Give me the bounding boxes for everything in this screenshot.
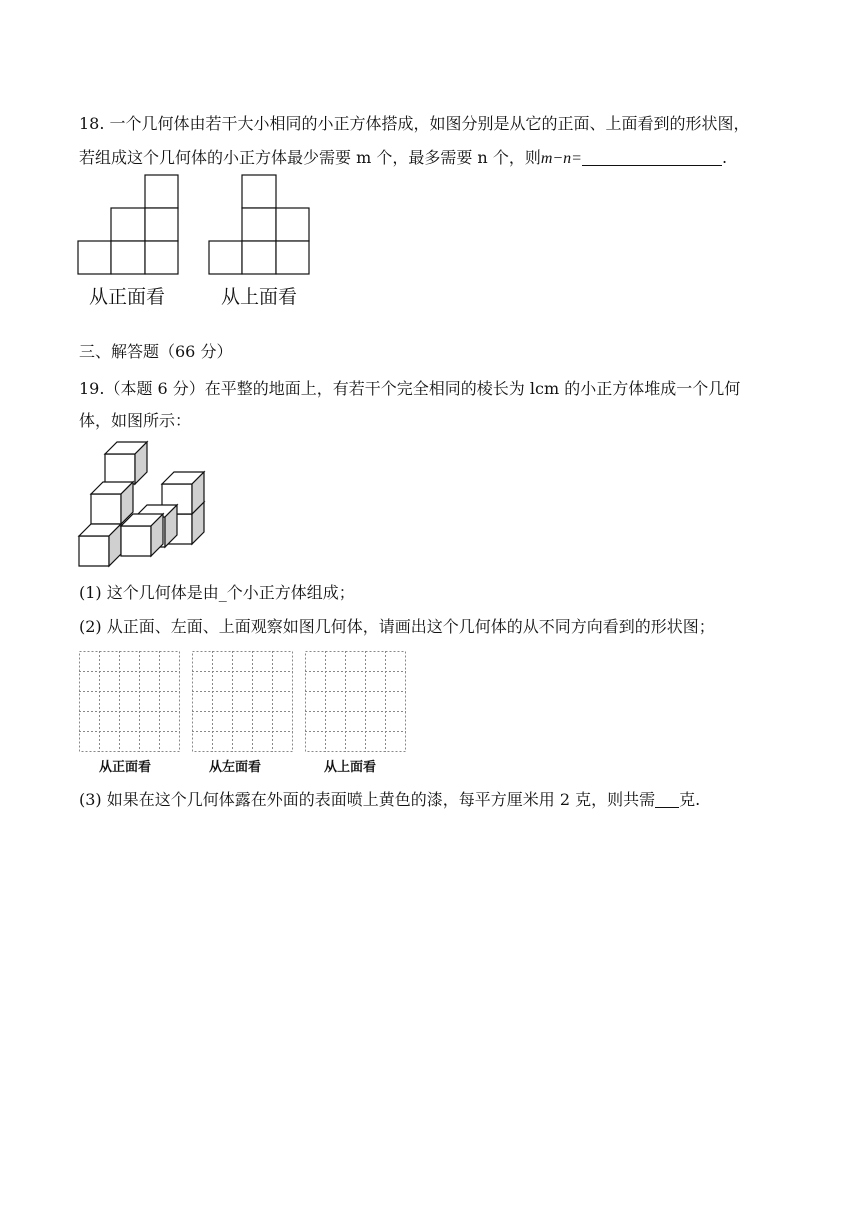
- square: [145, 241, 178, 274]
- q19-part-1: (1) 这个几何体是由_个小正方体组成；: [79, 583, 355, 602]
- q19-line-1: 19.（本题 6 分）在平整的地面上，有若干个完全相同的棱长为 lcm 的小正方体堆成一个几何: [79, 379, 741, 398]
- square: [78, 241, 111, 274]
- square: [111, 241, 145, 274]
- q19-cube-figure: [78, 440, 208, 570]
- q18-answer-blank[interactable]: [582, 149, 722, 166]
- q18-line-2-text: 若组成这个几何体的小正方体最少需要 m 个，最多需要 n 个，则: [79, 148, 541, 167]
- q18-line-2: [79, 148, 727, 169]
- cube: [121, 514, 163, 556]
- q18-math-expression: m−n=: [540, 150, 582, 167]
- q19-part-2: (2) 从正面、左面、上面观察如图几何体，请画出这个几何体的从不同方向看到的形状图；: [79, 617, 715, 636]
- square: [276, 208, 309, 241]
- q19-line-2: 体，如图所示：: [79, 411, 192, 430]
- q19-part-3: [79, 790, 700, 810]
- q18-caption-front: 从正面看: [89, 286, 166, 308]
- q18-caption-top: 从上面看: [221, 286, 298, 308]
- q19-answer-blank[interactable]: [655, 791, 679, 808]
- cube: [91, 482, 133, 524]
- square: [145, 175, 178, 208]
- q18-line-2-end: .: [721, 148, 728, 167]
- q19-grid-front[interactable]: [79, 651, 180, 752]
- square: [242, 175, 276, 208]
- square: [276, 241, 309, 274]
- q18-top-view-figure: [209, 175, 309, 275]
- square: [242, 208, 276, 241]
- cube: [79, 524, 121, 566]
- q19-grid-top[interactable]: [305, 651, 406, 752]
- q19-part-3-end: 克.: [679, 790, 701, 809]
- q19-part-3-text: (3) 如果在这个几何体露在外面的表面喷上黄色的漆，每平方厘米用 2 克，则共需: [79, 790, 656, 809]
- q18-line-1: 18. 一个几何体由若干大小相同的小正方体搭成，如图分别是从它的正面、上面看到的形状图，: [79, 114, 750, 133]
- square: [111, 208, 145, 241]
- q19-grid-caption-left: 从左面看: [209, 760, 262, 775]
- cube: [105, 442, 147, 484]
- q19-grid-caption-top: 从上面看: [324, 760, 377, 775]
- square: [242, 241, 276, 274]
- square: [209, 241, 242, 274]
- q19-grid-caption-front: 从正面看: [99, 760, 152, 775]
- square: [145, 208, 178, 241]
- section-heading: 三、解答题（66 分）: [79, 342, 233, 361]
- q19-grid-left[interactable]: [192, 651, 293, 752]
- q18-front-view-figure: [78, 175, 178, 275]
